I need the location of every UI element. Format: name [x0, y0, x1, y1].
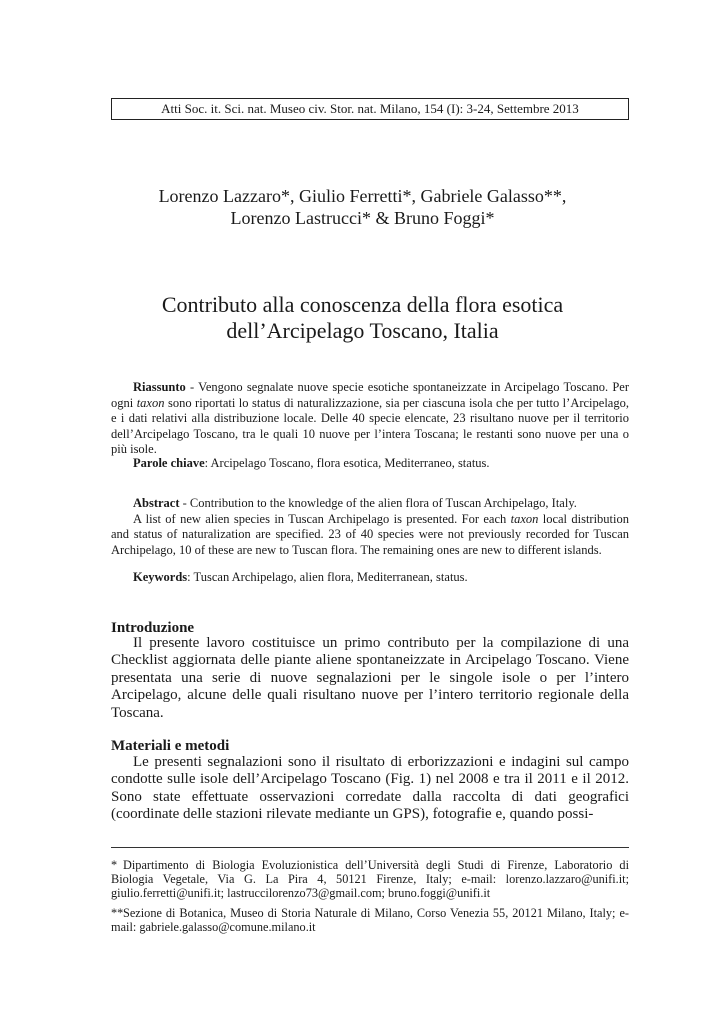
riassunto-text-a: - Vengono segnalate nuove specie esotiche spontaneizzate in Arcipelago Toscano. Per ogni: [111, 380, 629, 410]
section-heading-introduzione: Introduzione: [111, 620, 195, 636]
abstract-line-1: - Contribution to the knowledge of the alien flora of Tuscan Archipelago, Italy.: [179, 496, 577, 510]
footnote-1-text: Dipartimento di Biologia Evoluzionistica dell’Università degli Studi di Firenze, Laboratorio di Biologia Vegetale, Via G. La Pira 4, 50121 Firenze, Italy; e-mail: lorenzo.lazzaro@unifi.it; giulio.ferretti@unifi.it; lastruccilorenzo73@gmail.com; bruno.foggi@unifi.it: [111, 858, 629, 901]
parole-chiave-label: Parole chiave: [133, 456, 205, 470]
abstract-label: Abstract: [133, 496, 180, 510]
footnote-divider: [111, 847, 629, 848]
section-heading-materiali: Materiali e metodi: [111, 738, 230, 754]
authors-line-2: Lorenzo Lastrucci* & Bruno Foggi*: [230, 208, 495, 228]
riassunto-paragraph: [111, 380, 629, 458]
paper-title-line-2: dell’Arcipelago Toscano, Italia: [226, 318, 499, 343]
footnote-2-mark: **: [111, 906, 124, 920]
parole-chiave-text: : Arcipelago Toscano, flora esotica, Mediterraneo, status.: [204, 456, 490, 470]
keywords-label: Keywords: [133, 570, 188, 584]
riassunto-label: Riassunto: [133, 380, 186, 394]
abstract-text-b: local distribution and status of naturalization are specified. 23 of 40 species were not previously recorded for Tuscan Archipelago, 10 of these are new to Tuscan flora. The remaining ones are new to different islands.: [111, 511, 629, 557]
abstract-paragraph: [111, 496, 629, 558]
keywords-paragraph: [111, 570, 629, 586]
footnote-1-mark: *: [111, 858, 118, 872]
abstract-text-a: A list of new alien species in Tuscan Archipelago is presented. For each: [133, 511, 511, 526]
materiali-text: Le presenti segnalazioni sono il risultato di erborizzazioni e indagini sul campo condotte sulle isole dell’Arcipelago Toscano (Fig. 1) nel 2008 e tra il 2011 e il 2012. Sono state effettuate osservazioni corredate dalla raccolta di dati geografici (coordinate delle stazioni rilevate mediante un GPS), fotografie e, quando possi-: [111, 754, 629, 823]
footnote-1: [111, 858, 629, 901]
journal-citation: Atti Soc. it. Sci. nat. Museo civ. Stor. nat. Milano, 154 (I): 3-24, Settembre 2013: [111, 98, 629, 120]
footnote-2: [111, 906, 629, 934]
footnote-2-text: Sezione di Botanica, Museo di Storia Naturale di Milano, Corso Venezia 55, 20121 Milano, Italy; e-mail: gabriele.galasso@comune.milano.it: [111, 906, 629, 935]
riassunto-text-b: sono riportati lo status di naturalizzazione, sia per ciascuna isola che per tutto l’Arcipelago, e i dati relativi alla distribuzione locale. Delle 40 specie elencate, 23 risultano nuove per il territorio dell’Arcipelago Toscano, tra le quali 10 nuove per l’intera Toscana; le restanti sono nuove per una o più isole.: [111, 395, 629, 457]
paper-title-line-1: Contributo alla conoscenza della flora esotica: [161, 292, 564, 317]
abstract-taxon: taxon: [510, 511, 539, 526]
parole-chiave-paragraph: [111, 456, 629, 472]
introduzione-text: Il presente lavoro costituisce un primo contributo per la compilazione di una Checklist aggiornata delle piante aliene spontaneizzate in Arcipelago Toscano. Viene presentata una serie di nuove segnalazioni per le singole isole o per l’intero Arcipelago, alcune delle quali risultano nuove per l’intero territorio regionale della Toscana.: [111, 635, 629, 721]
abstract-first-line: [111, 496, 629, 512]
abstract-body: [111, 512, 629, 559]
keywords-text: : Tuscan Archipelago, alien flora, Mediterranean, status.: [187, 570, 468, 584]
authors-line-1: Lorenzo Lazzaro*, Giulio Ferretti*, Gabriele Galasso**,: [158, 186, 567, 206]
riassunto-taxon: taxon: [136, 395, 165, 410]
